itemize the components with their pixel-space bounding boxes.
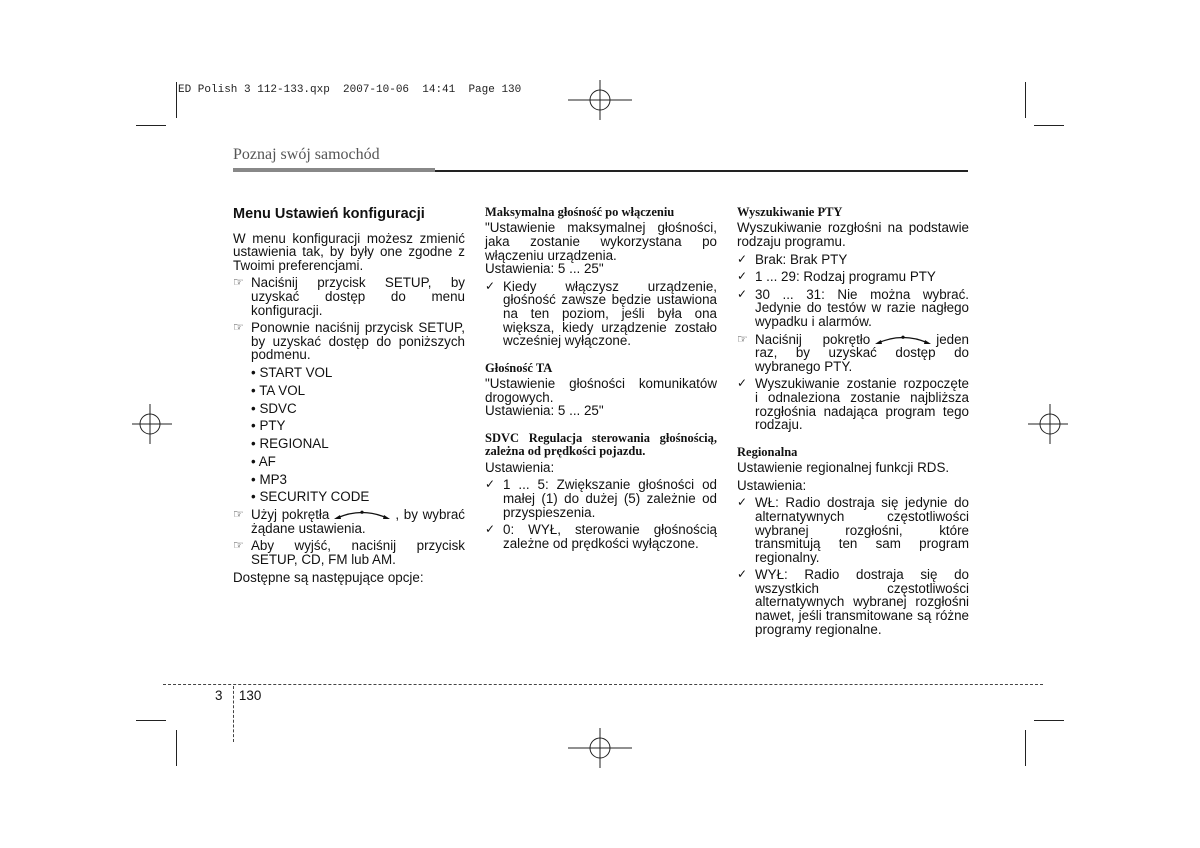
options-intro: Dostępne są następujące opcje: [233,569,424,585]
settings-menu-heading: Menu Ustawień konfiguracji [233,206,425,222]
instruction-step: ☞ Naciśnij pokrętło jeden raz, by uzyskać dostęp do wybranego PTY. [737,331,969,374]
instruction-step: ☞ Aby wyjść, naciśnij przycisk SETUP, CD, FM lub AM. [233,538,465,567]
column-1 [233,206,465,588]
chapter-number: 3 [215,688,223,703]
max-volume-heading: Maksymalna głośność po włączeniu [485,205,675,219]
registration-target-icon [568,72,632,128]
column-3 [737,206,969,640]
header-rule-accent [233,168,435,172]
regional-heading: Regionalna [737,444,798,459]
page-number [215,688,261,703]
check-item: ✓ 1 ... 29: Rodzaj programu PTY [737,269,936,285]
regional-settings-label: Ustawienia: [737,477,807,493]
registration-target-icon [132,400,172,448]
instruction-step: ☞ Ponownie naciśnij przycisk SETUP, by uzyskać dostęp do poniższych podmenu. [233,320,465,363]
check-icon: ✓ [737,376,748,391]
ta-volume-heading: Głośność TA [485,360,553,375]
submenu-item: • PTY [251,418,286,434]
check-item: ✓ Kiedy włączysz urządzenie, głośność zawsze będzie ustawiona na ten poziom, jeśli była ona większa, kiedy urządzenie zostało wcześniej wyłączone. [485,278,717,349]
hand-pointer-icon: ☞ [737,331,748,346]
check-item: ✓ WYŁ: Radio dostraja się do wszystkich częstotliwości alternatywnych wybranej rozgłośni nawet, jeśli transmitowane są różne programy regionalne. [737,567,969,637]
submenu-item: • TA VOL [251,382,306,398]
check-icon: ✓ [485,522,496,537]
check-icon: ✓ [737,567,748,582]
check-item: ✓ 0: WYŁ, sterowanie głośnością zależne od prędkości wyłączone. [485,522,717,551]
hand-pointer-icon: ☞ [233,507,244,522]
pty-search-heading: Wyszukiwanie PTY [737,205,843,219]
check-item: ✓ Wyszukiwanie zostanie rozpoczęte i odnaleziona zostanie najbliższa rozgłośnia nadająca program tego rodzaju. [737,376,969,433]
hand-pointer-icon: ☞ [233,275,244,290]
footer-dashed-rule [163,684,1043,685]
pty-search-description: Wyszukiwanie rozgłośni na podstawie rodzaju programu. [737,220,969,249]
submenu-item: • MP3 [251,471,287,487]
instruction-step: ☞ Naciśnij przycisk SETUP, by uzyskać dostęp do menu konfiguracji. [233,275,465,318]
ta-volume-description: "Ustawienie głośności komunikatów drogowych. [485,376,717,405]
max-volume-description: "Ustawienie maksymalnej głośności, jaka zostanie wykorzystana po włączeniu urządzenia. [485,220,717,263]
check-icon: ✓ [737,286,748,301]
submenu-item: • REGIONAL [251,436,329,452]
submenu-item: • SDVC [251,400,297,416]
ta-volume-range: Ustawienia: 5 ... 25" [485,403,604,419]
sdvc-settings-label: Ustawienia: [485,459,555,475]
hand-pointer-icon: ☞ [233,538,244,553]
check-item: ✓ Brak: Brak PTY [737,251,848,267]
page-number-value: 130 [238,688,262,703]
registration-target-icon [568,720,632,776]
rotary-knob-icon [874,334,932,345]
check-icon: ✓ [737,251,748,266]
check-icon: ✓ [485,278,496,293]
regional-description: Ustawienie regionalnej funkcji RDS. [737,460,950,476]
instruction-step: ☞ Użyj pokrętła , by wybrać żądane ustawienia. [233,507,465,536]
column-2 [485,206,717,554]
check-icon: ✓ [737,269,748,284]
max-volume-range: Ustawienia: 5 ... 25" [485,261,604,277]
section-title: Poznaj swój samochód [233,146,380,163]
intro-paragraph: W menu konfiguracji możesz zmienić ustawienia tak, by były one zgodne z Twoimi preferencjami. [233,230,465,273]
sdvc-heading: SDVC Regulacja sterowania głośnością, zależna od prędkości pojazdu. [485,430,717,459]
check-item: ✓ 30 ... 31: Nie można wybrać. Jedynie do testów w razie nagłego wypadku i alarmów. [737,286,969,329]
check-icon: ✓ [737,495,748,510]
check-icon: ✓ [485,477,496,492]
check-item: ✓ 1 ... 5: Zwiększanie głośności od małej (1) do dużej (5) zależnie od przyspieszenia. [485,477,717,520]
print-slug: ED Polish 3 112-133.qxp 2007-10-06 14:41 Page 130 [178,84,522,96]
header-rule [435,170,968,172]
hand-pointer-icon: ☞ [233,320,244,335]
submenu-item: • AF [251,453,276,469]
submenu-item: • START VOL [251,364,333,380]
submenu-item: • SECURITY CODE [251,489,370,505]
rotary-knob-icon [333,509,391,520]
registration-target-icon [1028,400,1068,448]
check-item: ✓ WŁ: Radio dostraja się jedynie do alternatywnych częstotliwości wybranej rozgłośni, które transmitują ten sam program regionalny. [737,495,969,565]
